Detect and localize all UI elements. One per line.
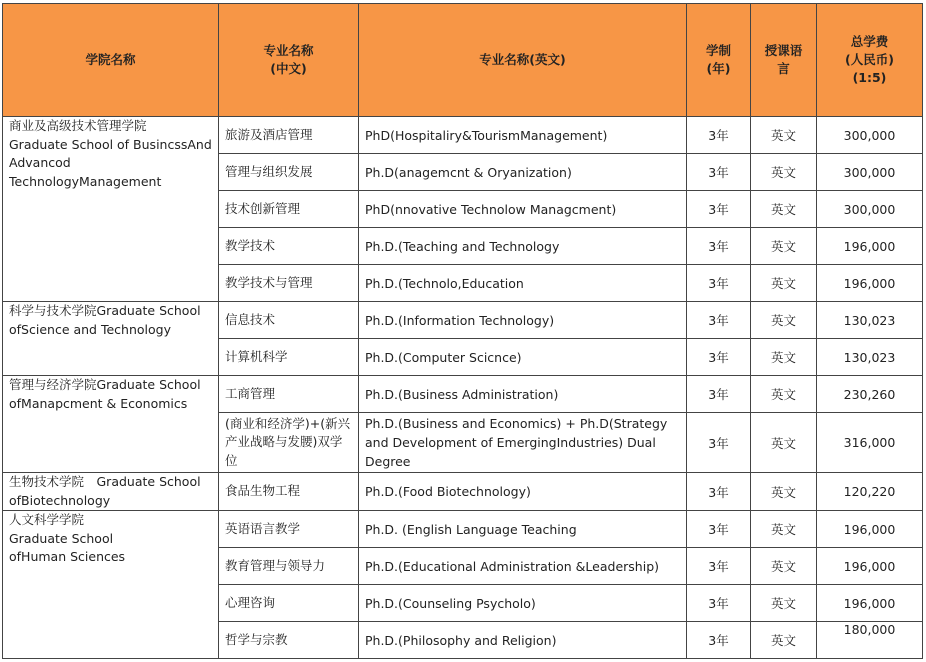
table-row (3, 473, 923, 511)
duration-cell: 3年 (687, 191, 751, 228)
major-en-cell: Ph.D.(Technolo,Education (359, 265, 687, 302)
school-cell: 商业及高级技术管理学院 Graduate School of BusincssAnd Advancod TechnologyManagement (3, 117, 219, 302)
school-cell: 生物技术学院 Graduate School ofBiotechnology (3, 473, 219, 511)
language-cell: 英文 (751, 473, 817, 511)
header-major-en: 专业名称(英文) (359, 4, 687, 117)
major-en-cell: Ph.D.(Computer Scicnce) (359, 339, 687, 376)
major-cn-cell: 英语语言教学 (219, 511, 359, 548)
fee-cell: 130,023 (817, 339, 923, 376)
major-en-cell: Ph.D.(Philosophy and Religion) (359, 622, 687, 659)
language-cell: 英文 (751, 548, 817, 585)
duration-cell: 3年 (687, 376, 751, 413)
duration-cell: 3年 (687, 473, 751, 511)
fee-cell: 196,000 (817, 585, 923, 622)
major-en-cell: Ph.D.(Educational Administration &Leadership) (359, 548, 687, 585)
fee-cell: 196,000 (817, 511, 923, 548)
major-cn-cell: 计算机科学 (219, 339, 359, 376)
header-major-cn: 专业名称 (中文) (219, 4, 359, 117)
language-cell: 英文 (751, 413, 817, 473)
major-cn-cell: 教学技术与管理 (219, 265, 359, 302)
duration-cell: 3年 (687, 622, 751, 659)
duration-cell: 3年 (687, 511, 751, 548)
duration-cell: 3年 (687, 548, 751, 585)
fee-cell: 120,220 (817, 473, 923, 511)
duration-cell: 3年 (687, 302, 751, 339)
major-cn-cell: (商业和经济学)+(新兴产业战略与发腰)双学位 (219, 413, 359, 473)
fee-cell: 196,000 (817, 548, 923, 585)
fee-cell: 180,000 (817, 622, 923, 659)
header-language: 授课语 言 (751, 4, 817, 117)
language-cell: 英文 (751, 585, 817, 622)
fee-cell: 196,000 (817, 228, 923, 265)
major-cn-cell: 哲学与宗教 (219, 622, 359, 659)
major-cn-cell: 管理与组织发展 (219, 154, 359, 191)
table-row (3, 117, 923, 154)
major-cn-cell: 教育管理与领导力 (219, 548, 359, 585)
major-en-cell: Ph.D.(Food Biotechnology) (359, 473, 687, 511)
school-cell: 科学与技术学院Graduate School ofScience and Technology (3, 302, 219, 376)
language-cell: 英文 (751, 376, 817, 413)
major-en-cell: Ph.D. (English Language Teaching (359, 511, 687, 548)
header-duration: 学制 (年) (687, 4, 751, 117)
table-row (3, 511, 923, 548)
duration-cell: 3年 (687, 585, 751, 622)
major-en-cell: Ph.D.(Business and Economics) + Ph.D(Strategy and Development of EmergingIndustries) Dual Degree (359, 413, 687, 473)
major-cn-cell: 食品生物工程 (219, 473, 359, 511)
major-en-cell: Ph.D.(Teaching and Technology (359, 228, 687, 265)
school-cell: 人文科学学院 Graduate School ofHuman Sciences (3, 511, 219, 659)
duration-cell: 3年 (687, 117, 751, 154)
duration-cell: 3年 (687, 339, 751, 376)
fee-cell: 196,000 (817, 265, 923, 302)
language-cell: 英文 (751, 339, 817, 376)
major-en-cell: Ph.D.(Information Technology) (359, 302, 687, 339)
fee-cell: 316,000 (817, 413, 923, 473)
fee-cell: 300,000 (817, 191, 923, 228)
fee-cell: 300,000 (817, 117, 923, 154)
header-fee: 总学费 (人民币) (1:5) (817, 4, 923, 117)
language-cell: 英文 (751, 117, 817, 154)
header-row (3, 4, 923, 117)
fee-cell: 130,023 (817, 302, 923, 339)
language-cell: 英文 (751, 154, 817, 191)
table-row (3, 376, 923, 413)
header-school: 学院名称 (3, 4, 219, 117)
table-row (3, 302, 923, 339)
fee-cell: 300,000 (817, 154, 923, 191)
major-cn-cell: 工商管理 (219, 376, 359, 413)
language-cell: 英文 (751, 191, 817, 228)
major-cn-cell: 技术创新管理 (219, 191, 359, 228)
major-en-cell: Ph.D.(Business Administration) (359, 376, 687, 413)
major-cn-cell: 教学技术 (219, 228, 359, 265)
major-cn-cell: 心理咨询 (219, 585, 359, 622)
major-cn-cell: 旅游及酒店管理 (219, 117, 359, 154)
language-cell: 英文 (751, 511, 817, 548)
duration-cell: 3年 (687, 413, 751, 473)
fee-cell: 230,260 (817, 376, 923, 413)
major-en-cell: Ph.D(anagemcnt & Oryanization) (359, 154, 687, 191)
program-fee-table (2, 3, 923, 659)
major-en-cell: PhD(nnovative Technolow Managcment) (359, 191, 687, 228)
language-cell: 英文 (751, 302, 817, 339)
major-en-cell: Ph.D.(Counseling Psycholo) (359, 585, 687, 622)
language-cell: 英文 (751, 228, 817, 265)
duration-cell: 3年 (687, 228, 751, 265)
duration-cell: 3年 (687, 154, 751, 191)
school-cell: 管理与经济学院Graduate School ofManapcment & Economics (3, 376, 219, 473)
language-cell: 英文 (751, 622, 817, 659)
language-cell: 英文 (751, 265, 817, 302)
major-en-cell: PhD(Hospitaliry&TourismManagement) (359, 117, 687, 154)
duration-cell: 3年 (687, 265, 751, 302)
major-cn-cell: 信息技术 (219, 302, 359, 339)
